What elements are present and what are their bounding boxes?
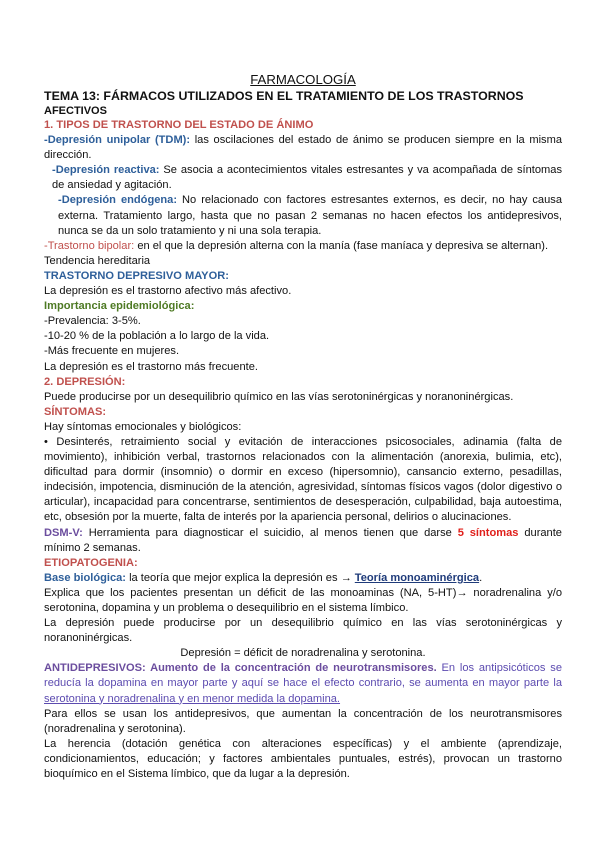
tdm-heading: TRASTORNO DEPRESIVO MAYOR: <box>44 269 229 282</box>
document-page <box>44 72 562 782</box>
sintomas-list: • Desinterés, retraimiento social y evitación de interacciones psicosociales, adinamia (falta de movimiento), inhibición verbal, trastornos relacionados con la alimentación (anorexia, bulimia, etc), dificultad para dormir (insomnio) o dormir en exceso (hipersomnio), cansancio externo, pesadillas, indecisión, impotencia, disminución de la atención, agresividad, síntomas físicos vagos (dolor digestivo o articular), incapacidad para concentrarse, sentimientos de desesperación, culpabilidad, baja autoestima, etc, obsesión por la muerte, falta de interés por la apariencia personal, delirios o alucinaciones. <box>44 435 562 524</box>
base-end: . <box>479 571 483 584</box>
antidep-paragraph <box>44 661 562 706</box>
endogena-label: -Depresión endógena: <box>58 194 178 207</box>
antidep-underlined: serotonina y noradrenalina y en menor medida la dopamina. <box>44 692 341 705</box>
base-label: Base biológica: <box>44 571 126 584</box>
tendencia-text: Tendencia hereditaria <box>44 254 151 267</box>
section2-heading: 2. DEPRESIÓN: <box>44 375 126 388</box>
etio-heading: ETIOPATOGENIA: <box>44 556 138 569</box>
formula-text: Depresión = déficit de noradrenalina y serotonina. <box>180 647 426 660</box>
base-link[interactable]: Teoría monoaminérgica <box>354 571 480 584</box>
tema-title: TEMA 13: FÁRMACOS UTILIZADOS EN EL TRATAMIENTO DE LOS TRASTORNOS <box>44 89 524 103</box>
puede-text: La depresión puede producirse por un desequilibrio químico en las vías serotoninérgicas y noranoninérgicas. <box>44 617 562 645</box>
epi-heading: Importancia epidemiológica: <box>44 300 195 313</box>
epi-item: -Prevalencia: 3-5%. <box>44 315 141 328</box>
epi-item: La depresión es el trastorno más frecuente. <box>44 360 258 373</box>
tema-title-cont: AFECTIVOS <box>44 105 107 117</box>
sintomas-heading: SÍNTOMAS: <box>44 405 107 418</box>
epi-item: -Más frecuente en mujeres. <box>44 345 180 358</box>
section2-text: Puede producirse por un desequilibrio químico en las vías serotoninérgicas y noranoninérgicas. <box>44 390 514 403</box>
reactiva-label: -Depresión reactiva: <box>52 164 160 177</box>
dsm-text-1: Herramienta para diagnosticar el suicidio, al menos tienen que darse <box>82 526 458 539</box>
unipolar-text: las oscilaciones del estado de ánimo se producen siempre en la misma dirección. <box>44 134 562 162</box>
dsm-paragraph <box>44 526 562 556</box>
sintomas-intro: Hay síntomas emocionales y biológicos: <box>44 420 242 433</box>
base-text: la teoría que mejor explica la depresión es → <box>126 571 355 584</box>
dsm-highlight: 5 síntomas <box>457 526 519 539</box>
tdm-text: La depresión es el trastorno afectivo más afectivo. <box>44 285 292 298</box>
epi-item: -10-20 % de la población a lo largo de la vida. <box>44 330 270 343</box>
bipolar-paragraph <box>44 239 562 254</box>
page-title: FARMACOLOGÍA <box>250 72 356 87</box>
reactiva-text: Se asocia a acontecimientos vitales estresantes y va acompañada de síntomas de ansiedad y agitación. <box>52 164 562 192</box>
endogena-text: No relacionado con factores estresantes externos, es decir, no hay causa externa. Tratamiento largo, hasta que no pasan 2 semanas no hacen efectos los antidepresivos, nunca se da un solo tratamiento y ni una sola terapia. <box>58 194 562 237</box>
dsm-label: DSM-V: <box>44 526 83 539</box>
bipolar-label: -Trastorno bipolar: <box>44 239 135 252</box>
base-paragraph <box>44 571 562 586</box>
unipolar-label: -Depresión unipolar (TDM): <box>44 134 191 147</box>
bipolar-text: en el que la depresión alterna con la manía (fase maníaca y depresiva se alternan). <box>134 239 549 252</box>
dsm-text-2: durante mínimo 2 semanas. <box>44 526 562 554</box>
section1-heading: 1. TIPOS DE TRASTORNO DEL ESTADO DE ÁNIMO <box>44 119 314 131</box>
endogena-paragraph <box>44 193 562 238</box>
antidep-label: ANTIDEPRESIVOS: Aumento de la concentración de neurotransmisores. <box>44 662 437 675</box>
herencia-text: La herencia (dotación genética con alteraciones específicas) y el ambiente (aprendizaje, condicionamientos, educación; y factores ambientales puntuales, estrés), provocan un trastorno bioquímico en el Sistema límbico, que da lugar a la depresión. <box>44 737 562 781</box>
para-text: Para ellos se usan los antidepresivos, que aumentan la concentración de los neurotransmisores (noradrenalina y serotonina). <box>44 707 562 735</box>
explica-text: Explica que los pacientes presentan un déficit de las monoaminas (NA, 5-HT)→ noradrenalina y/o serotonina, dopamina y un problema o desequilibrio en el sistema límbico. <box>44 586 562 614</box>
unipolar-paragraph <box>44 133 562 163</box>
antidep-text: En los antipsicóticos se reducía la dopamina en mayor parte y aquí se hace el efecto contrario, se aumenta en mayor parte la <box>44 662 562 690</box>
reactiva-paragraph <box>44 163 562 193</box>
